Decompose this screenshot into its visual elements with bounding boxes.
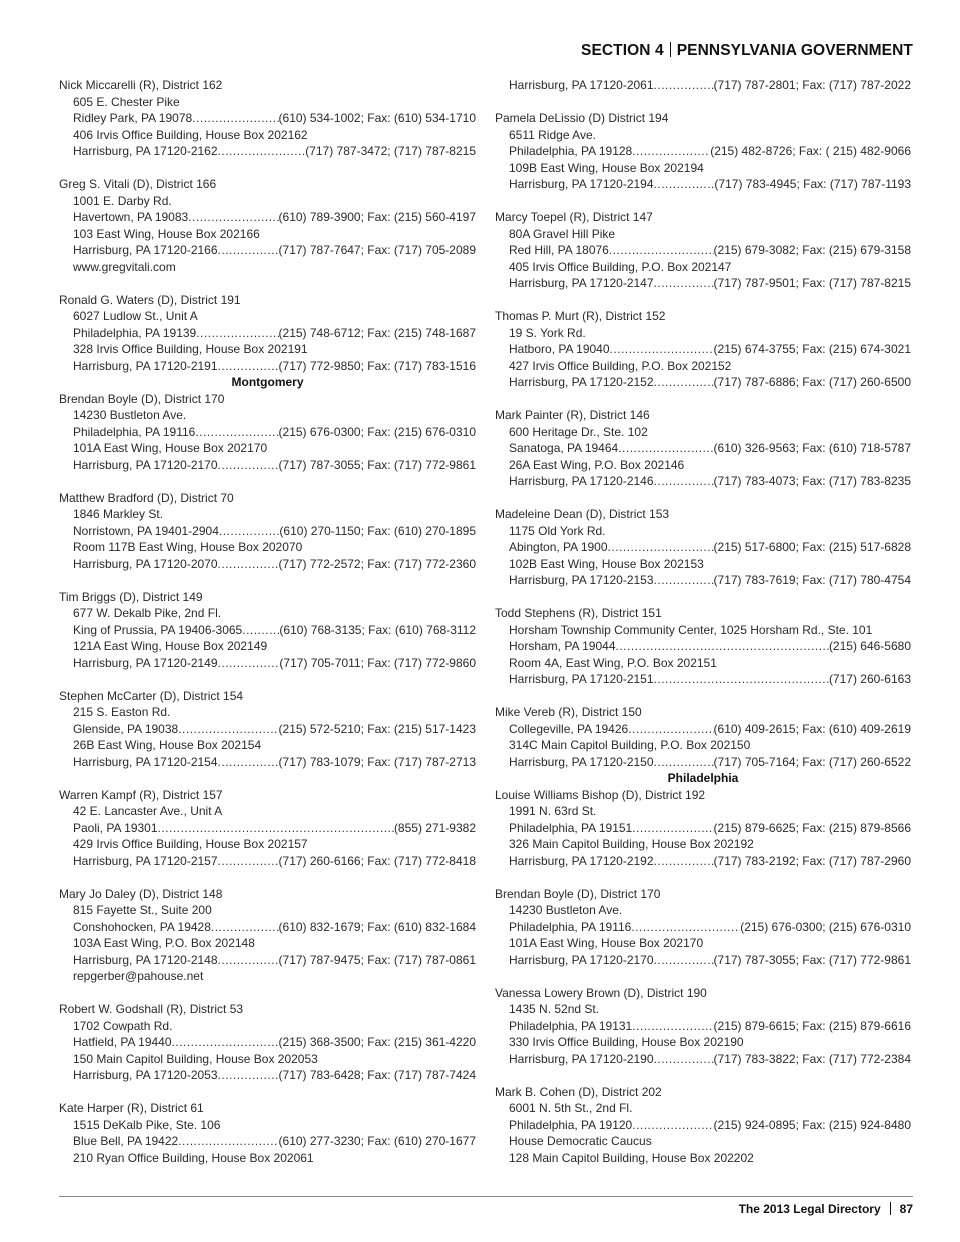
- dot-leader: [632, 1018, 713, 1035]
- phone-numbers: (717) 783-7619; Fax: (717) 780-4754: [713, 573, 911, 587]
- phone-numbers: (215) 676-0300; Fax: (215) 676-0310: [278, 424, 476, 439]
- phone-numbers: (717) 787-6886; Fax: (717) 260-6500: [713, 375, 911, 389]
- directory-entry: [59, 176, 476, 275]
- directory-entry: [495, 110, 911, 193]
- address-line: 26A East Wing, P.O. Box 202146: [509, 457, 685, 472]
- directory-entry: [495, 308, 911, 391]
- address-line: 815 Fayette St., Suite 200: [73, 903, 212, 917]
- legislator-name: Mike Vereb (R), District 150: [495, 705, 642, 719]
- address-line: 150 Main Capitol Building, House Box 202053: [73, 1051, 318, 1066]
- dot-leader: [211, 919, 279, 936]
- address-phone-line: [495, 820, 911, 837]
- directory-entry: [59, 688, 476, 771]
- directory-entry: [59, 77, 476, 160]
- address-text: Harrisburg, PA 17120-2151: [509, 672, 654, 686]
- dot-leader: [654, 176, 715, 193]
- address-phone-line: [495, 176, 911, 193]
- address-line: 6511 Ridge Ave.: [509, 127, 596, 142]
- dot-leader: [618, 440, 713, 457]
- address-line: repgerber@pahouse.net: [73, 969, 204, 983]
- phone-numbers: (610) 534-1002; Fax: (610) 534-1710: [278, 111, 476, 125]
- address-text: Philadelphia, PA 19128: [509, 144, 633, 158]
- address-text: Harrisburg, PA 17120-2150: [509, 754, 654, 769]
- phone-numbers: (717) 787-3472; (717) 787-8215: [305, 144, 476, 158]
- dot-leader: [218, 952, 279, 969]
- dot-leader: [616, 638, 829, 655]
- address-line: 121A East Wing, House Box 202149: [73, 639, 268, 653]
- phone-numbers: (215) 517-6800; Fax: (215) 517-6828: [713, 540, 911, 554]
- dot-leader: [196, 325, 278, 342]
- directory-entry: [495, 407, 911, 490]
- legislator-name: Matthew Bradford (D), District 70: [59, 490, 234, 505]
- dot-leader: [195, 424, 278, 441]
- address-phone-line: [59, 556, 476, 573]
- phone-numbers: (610) 789-3900; Fax: (215) 560-4197: [278, 210, 476, 224]
- dot-leader: [628, 721, 713, 738]
- dot-leader: [632, 820, 713, 837]
- address-text: Collegeville, PA 19426: [509, 721, 629, 736]
- address-line: 1435 N. 52nd St.: [509, 1002, 600, 1016]
- address-line: 14230 Bustleton Ave.: [73, 408, 187, 422]
- legislator-name: Nick Miccarelli (R), District 162: [59, 78, 223, 92]
- dot-leader: [654, 1051, 714, 1068]
- address-line: 80A Gravel Hill Pike: [509, 226, 616, 241]
- address-phone-line: [59, 820, 476, 837]
- dot-leader: [192, 110, 278, 127]
- address-line: 42 E. Lancaster Ave., Unit A: [73, 804, 223, 818]
- address-line: 14230 Bustleton Ave.: [509, 903, 623, 917]
- legislator-name: Mark B. Cohen (D), District 202: [495, 1084, 662, 1099]
- address-text: Harrisburg, PA 17120-2148: [73, 952, 218, 967]
- address-line: 6027 Ludlow St., Unit A: [73, 309, 198, 323]
- dot-leader: [218, 556, 279, 573]
- dot-leader: [218, 1067, 279, 1084]
- address-text: Harrisburg, PA 17120-2192: [509, 853, 654, 868]
- address-line: 1702 Cowpath Rd.: [73, 1018, 173, 1033]
- address-text: Harrisburg, PA 17120-2153: [509, 573, 654, 587]
- phone-numbers: (215) 879-6625; Fax: (215) 879-8566: [713, 820, 911, 835]
- dot-leader: [218, 143, 306, 160]
- address-phone-line: [59, 919, 476, 936]
- address-phone-line: [59, 622, 476, 639]
- phone-numbers: (717) 783-4945; Fax: (717) 787-1193: [714, 177, 911, 191]
- address-text: Harrisburg, PA 17120-2146: [509, 474, 654, 488]
- directory-entry: [495, 605, 911, 688]
- address-text: Havertown, PA 19083: [73, 210, 189, 224]
- address-phone-line: [495, 341, 911, 358]
- phone-numbers: (610) 409-2615; Fax: (610) 409-2619: [713, 721, 911, 736]
- address-phone-line: [59, 110, 476, 127]
- phone-numbers: (717) 783-2192; Fax: (717) 787-2960: [713, 853, 911, 868]
- address-phone-line: [495, 539, 911, 556]
- legislator-name: Warren Kampf (R), District 157: [59, 787, 223, 802]
- address-line: 215 S. Easton Rd.: [73, 705, 171, 719]
- address-text: Conshohocken, PA 19428: [73, 919, 211, 934]
- address-line: 405 Irvis Office Building, P.O. Box 202147: [509, 259, 732, 274]
- legislator-name: Todd Stephens (R), District 151: [495, 606, 662, 620]
- dot-leader: [654, 952, 714, 969]
- dot-leader: [654, 754, 714, 771]
- directory-entry: [495, 209, 911, 292]
- address-phone-line: [59, 754, 476, 771]
- dot-leader: [178, 721, 278, 738]
- phone-numbers: (610) 832-1679; Fax: (610) 832-1684: [278, 919, 476, 934]
- phone-numbers: (717) 783-1079; Fax: (717) 787-2713: [278, 754, 476, 769]
- phone-numbers: (717) 260-6163: [828, 672, 911, 686]
- address-line: 102B East Wing, House Box 202153: [509, 556, 704, 571]
- address-text: Philadelphia, PA 19116: [509, 919, 632, 934]
- address-phone-line: [495, 77, 911, 94]
- address-text: Harrisburg, PA 17120-2190: [509, 1051, 654, 1066]
- dot-leader: [609, 242, 714, 259]
- address-line: 605 E. Chester Pike: [73, 94, 180, 109]
- phone-numbers: (717) 783-4073; Fax: (717) 783-8235: [713, 474, 911, 488]
- directory-entry: [495, 1084, 911, 1167]
- phone-numbers: (717) 772-9850; Fax: (717) 783-1516: [278, 358, 476, 373]
- dot-leader: [218, 358, 279, 375]
- dot-leader: [654, 77, 714, 94]
- legislator-name: Brendan Boyle (D), District 170: [59, 391, 225, 406]
- phone-numbers: (215) 646-5680: [828, 639, 911, 653]
- address-phone-line: [59, 853, 476, 870]
- address-phone-line: [59, 523, 476, 540]
- address-line: 326 Main Capitol Building, House Box 202192: [509, 837, 754, 851]
- address-line: Room 4A, East Wing, P.O. Box 202151: [509, 655, 717, 670]
- phone-numbers: (717) 787-9501; Fax: (717) 787-8215: [713, 276, 911, 290]
- address-phone-line: [495, 572, 911, 589]
- county-heading: Montgomery: [231, 375, 304, 389]
- phone-numbers: (215) 924-0895; Fax: (215) 924-8480: [713, 1117, 911, 1132]
- directory-entry: [495, 886, 911, 969]
- address-line: 677 W. Dekalb Pike, 2nd Fl.: [73, 606, 222, 620]
- section-number: SECTION 4: [581, 42, 664, 59]
- phone-numbers: (717) 787-2801; Fax: (717) 787-2022: [713, 78, 911, 92]
- address-phone-line: [495, 143, 911, 160]
- address-text: Glenside, PA 19038: [73, 721, 179, 736]
- address-phone-line: [59, 242, 476, 259]
- dot-leader: [178, 1133, 278, 1150]
- dot-leader: [218, 655, 280, 672]
- left-column: [59, 77, 476, 1183]
- address-phone-line: [495, 242, 911, 259]
- address-phone-line: [59, 358, 476, 375]
- address-text: Norristown, PA 19401-2904: [73, 523, 219, 538]
- address-phone-line: [495, 1018, 911, 1035]
- phone-numbers: (610) 326-9563; Fax: (610) 718-5787: [713, 441, 911, 455]
- directory-entry: [495, 77, 911, 94]
- address-text: Blue Bell, PA 19422: [73, 1134, 179, 1148]
- address-text: Philadelphia, PA 19151: [509, 820, 633, 835]
- phone-numbers: (610) 768-3135; Fax: (610) 768-3112: [279, 622, 476, 637]
- dot-leader: [218, 242, 279, 259]
- address-text: Harrisburg, PA 17120-2170: [73, 457, 218, 472]
- address-line: 103 East Wing, House Box 202166: [73, 226, 260, 241]
- address-text: Philadelphia, PA 19139: [73, 325, 197, 340]
- phone-numbers: (215) 679-3082; Fax: (215) 679-3158: [713, 243, 911, 257]
- dot-leader: [654, 853, 714, 870]
- address-line: 427 Irvis Office Building, P.O. Box 202152: [509, 358, 732, 373]
- dot-leader: [608, 539, 714, 556]
- phone-numbers: (215) 482-8726; Fax: ( 215) 482-9066: [710, 144, 911, 158]
- dot-leader: [654, 473, 714, 490]
- address-line: 1175 Old York Rd.: [509, 523, 606, 538]
- legislator-name: Tim Briggs (D), District 149: [59, 589, 203, 604]
- legislator-name: Vanessa Lowery Brown (D), District 190: [495, 985, 707, 1000]
- address-text: Harrisburg, PA 17120-2154: [73, 754, 218, 769]
- phone-numbers: (215) 368-3500; Fax: (215) 361-4220: [278, 1035, 476, 1049]
- phone-numbers: (717) 772-2572; Fax: (717) 772-2360: [278, 556, 476, 571]
- dot-leader: [654, 572, 714, 589]
- address-phone-line: [495, 275, 911, 292]
- address-text: Harrisburg, PA 17120-2147: [509, 276, 654, 290]
- dot-leader: [188, 209, 278, 226]
- header-divider: [670, 42, 671, 57]
- address-text: Philadelphia, PA 19120: [509, 1117, 633, 1132]
- address-line: 101A East Wing, House Box 202170: [509, 936, 704, 950]
- legislator-name: Stephen McCarter (D), District 154: [59, 688, 244, 703]
- legislator-name: Mark Painter (R), District 146: [495, 408, 650, 422]
- address-phone-line: [59, 721, 476, 738]
- address-line: 1001 E. Darby Rd.: [73, 193, 172, 208]
- address-line: House Democratic Caucus: [509, 1134, 652, 1148]
- legislator-name: Kate Harper (R), District 61: [59, 1101, 204, 1115]
- phone-numbers: (215) 748-6712; Fax: (215) 748-1687: [278, 325, 476, 340]
- phone-numbers: (610) 270-1150; Fax: (610) 270-1895: [279, 523, 476, 538]
- footer-rule: [59, 1196, 913, 1197]
- phone-numbers: (717) 260-6166; Fax: (717) 772-8418: [278, 853, 476, 868]
- dot-leader: [631, 919, 740, 936]
- directory-entry: [495, 506, 911, 589]
- address-phone-line: [495, 1117, 911, 1134]
- address-text: Red Hill, PA 18076: [509, 243, 609, 257]
- address-text: Harrisburg, PA 17120-2152: [509, 375, 654, 389]
- address-line: 314C Main Capitol Building, P.O. Box 202150: [509, 738, 751, 752]
- address-text: Hatfield, PA 19440: [73, 1035, 172, 1049]
- section-header: [581, 42, 913, 60]
- directory-entry: [59, 292, 476, 375]
- legislator-name: Marcy Toepel (R), District 147: [495, 210, 653, 224]
- address-line: 210 Ryan Office Building, House Box 202061: [73, 1150, 314, 1165]
- address-line: 109B East Wing, House Box 202194: [509, 160, 704, 175]
- phone-numbers: (215) 674-3755; Fax: (215) 674-3021: [713, 342, 911, 356]
- address-phone-line: [495, 374, 911, 391]
- dot-leader: [218, 754, 279, 771]
- address-phone-line: [59, 1133, 476, 1150]
- address-line: www.gregvitali.com: [73, 259, 176, 274]
- directory-entry: [495, 704, 911, 770]
- phone-numbers: (610) 277-3230; Fax: (610) 270-1677: [278, 1134, 476, 1148]
- phone-numbers: (215) 879-6615; Fax: (215) 879-6616: [713, 1018, 911, 1033]
- address-phone-line: [495, 721, 911, 738]
- section-title: PENNSYLVANIA GOVERNMENT: [676, 42, 913, 59]
- address-phone-line: [495, 671, 911, 688]
- legislator-name: Thomas P. Murt (R), District 152: [495, 309, 666, 323]
- phone-numbers: (717) 787-3055; Fax: (717) 772-9861: [713, 952, 911, 967]
- publication-name: The 2013 Legal Directory: [738, 1202, 881, 1216]
- address-line: 1846 Markley St.: [73, 507, 164, 521]
- phone-numbers: (215) 572-5210; Fax: (215) 517-1423: [278, 721, 476, 736]
- address-line: 26B East Wing, House Box 202154: [73, 738, 262, 752]
- directory-entry: [495, 985, 911, 1068]
- directory-entry: [59, 589, 476, 672]
- directory-entry: [59, 886, 476, 985]
- address-text: Harrisburg, PA 17120-2170: [509, 952, 654, 967]
- address-text: Harrisburg, PA 17120-2162: [73, 144, 218, 158]
- legislator-name: Louise Williams Bishop (D), District 192: [495, 787, 706, 802]
- dot-leader: [242, 622, 279, 639]
- phone-numbers: (717) 705-7164; Fax: (717) 260-6522: [713, 754, 911, 769]
- footer-divider: [890, 1202, 891, 1215]
- address-text: Hatboro, PA 19040: [509, 342, 610, 356]
- address-text: King of Prussia, PA 19406-3065: [73, 622, 243, 637]
- address-line: 328 Irvis Office Building, House Box 202191: [73, 342, 308, 356]
- address-line: 600 Heritage Dr., Ste. 102: [509, 424, 648, 439]
- address-phone-line: [59, 424, 476, 441]
- dot-leader: [632, 143, 710, 160]
- address-phone-line: [59, 952, 476, 969]
- address-text: Harrisburg, PA 17120-2157: [73, 853, 218, 868]
- page-number: 87: [899, 1202, 913, 1216]
- address-phone-line: [59, 1034, 476, 1051]
- address-phone-line: [59, 209, 476, 226]
- address-phone-line: [59, 325, 476, 342]
- address-line: 101A East Wing, House Box 202170: [73, 441, 268, 455]
- directory-entry: [59, 391, 476, 474]
- address-line: 103A East Wing, P.O. Box 202148: [73, 936, 255, 950]
- address-text: Philadelphia, PA 19131: [509, 1018, 633, 1033]
- legislator-name: Pamela DeLissio (D) District 194: [495, 111, 669, 125]
- address-line: 406 Irvis Office Building, House Box 202162: [73, 127, 308, 142]
- right-column: [495, 77, 911, 1183]
- phone-numbers: (717) 705-7011; Fax: (717) 772-9860: [279, 655, 476, 670]
- dot-leader: [219, 523, 280, 540]
- dot-leader: [654, 275, 714, 292]
- address-line: 1991 N. 63rd St.: [509, 804, 597, 818]
- legislator-name: Ronald G. Waters (D), District 191: [59, 292, 241, 307]
- address-text: Harrisburg, PA 17120-2191: [73, 358, 218, 373]
- address-text: Abington, PA 1900: [509, 540, 608, 554]
- address-phone-line: [495, 919, 911, 936]
- phone-numbers: (717) 787-9475; Fax: (717) 787-0861: [278, 952, 476, 967]
- dot-leader: [654, 671, 829, 688]
- address-line: Room 117B East Wing, House Box 202070: [73, 540, 303, 554]
- address-text: Harrisburg, PA 17120-2061: [509, 78, 654, 92]
- address-text: Philadelphia, PA 19116: [73, 424, 196, 439]
- phone-numbers: (717) 783-6428; Fax: (717) 787-7424: [278, 1068, 476, 1082]
- address-text: Harrisburg, PA 17120-2166: [73, 243, 218, 257]
- address-phone-line: [59, 143, 476, 160]
- address-line: 330 Irvis Office Building, House Box 202190: [509, 1035, 744, 1049]
- address-phone-line: [495, 638, 911, 655]
- phone-numbers: (717) 783-3822; Fax: (717) 772-2384: [713, 1051, 911, 1066]
- phone-numbers: (215) 676-0300; (215) 676-0310: [740, 919, 911, 934]
- dot-leader: [610, 341, 714, 358]
- county-heading: Philadelphia: [667, 771, 739, 785]
- address-phone-line: [495, 440, 911, 457]
- address-text: Harrisburg, PA 17120-2194: [509, 177, 654, 191]
- address-line: Horsham Township Community Center, 1025 Horsham Rd., Ste. 101: [509, 622, 873, 637]
- address-text: Ridley Park, PA 19078: [73, 111, 193, 125]
- dot-leader: [172, 1034, 279, 1051]
- address-phone-line: [59, 457, 476, 474]
- directory-entry: [495, 787, 911, 870]
- address-phone-line: [495, 853, 911, 870]
- address-phone-line: [59, 655, 476, 672]
- page-footer: [739, 1202, 913, 1216]
- address-text: Harrisburg, PA 17120-2053: [73, 1068, 218, 1082]
- legislator-name: Robert W. Godshall (R), District 53: [59, 1002, 244, 1016]
- phone-numbers: (717) 787-7647; Fax: (717) 705-2089: [278, 243, 476, 257]
- address-phone-line: [495, 952, 911, 969]
- address-phone-line: [59, 1067, 476, 1084]
- address-line: 6001 N. 5th St., 2nd Fl.: [509, 1101, 633, 1115]
- dot-leader: [632, 1117, 713, 1134]
- address-line: 128 Main Capitol Building, House Box 202202: [509, 1150, 754, 1165]
- address-line: 19 S. York Rd.: [509, 325, 586, 340]
- address-line: 1515 DeKalb Pike, Ste. 106: [73, 1117, 221, 1132]
- address-line: 429 Irvis Office Building, House Box 202157: [73, 837, 308, 851]
- address-text: Horsham, PA 19044: [509, 639, 616, 653]
- phone-numbers: (717) 787-3055; Fax: (717) 772-9861: [278, 457, 476, 472]
- address-text: Paoli, PA 19301: [73, 820, 158, 835]
- address-phone-line: [495, 1051, 911, 1068]
- phone-numbers: (855) 271-9382: [393, 820, 476, 835]
- legislator-name: Mary Jo Daley (D), District 148: [59, 886, 223, 901]
- directory-entry: [59, 1001, 476, 1084]
- address-text: Harrisburg, PA 17120-2149: [73, 655, 218, 670]
- directory-entry: [59, 490, 476, 573]
- address-phone-line: [495, 754, 911, 771]
- dot-leader: [218, 457, 279, 474]
- directory-entry: [59, 1100, 476, 1166]
- legislator-name: Brendan Boyle (D), District 170: [495, 886, 661, 901]
- address-phone-line: [495, 473, 911, 490]
- address-text: Harrisburg, PA 17120-2070: [73, 556, 218, 571]
- legislator-name: Greg S. Vitali (D), District 166: [59, 177, 217, 191]
- dot-leader: [654, 374, 714, 391]
- dot-leader: [158, 820, 394, 837]
- address-text: Sanatoga, PA 19464: [509, 441, 619, 455]
- legislator-name: Madeleine Dean (D), District 153: [495, 507, 670, 521]
- directory-entry: [59, 787, 476, 870]
- dot-leader: [218, 853, 279, 870]
